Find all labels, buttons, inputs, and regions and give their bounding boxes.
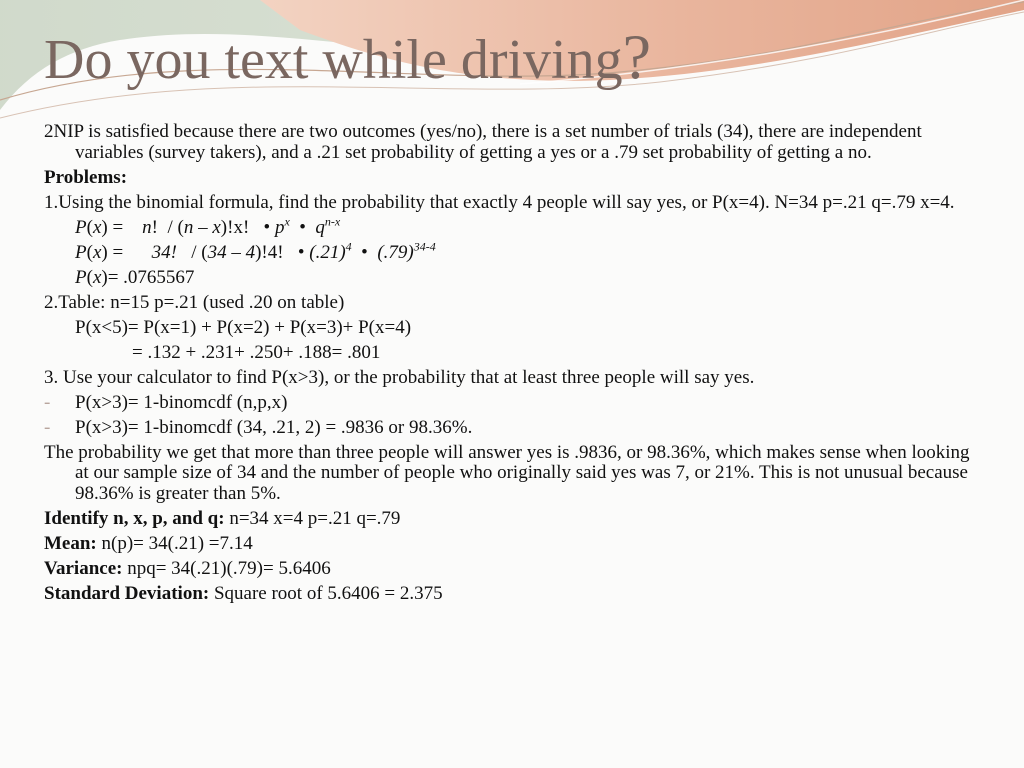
problem-2-line-2: = .132 + .231+ .250+ .188= .801	[132, 341, 381, 363]
sd-label: Standard Deviation:	[44, 582, 210, 604]
problem-3-item-2: - P(x>3)= 1-binomcdf (34, .21, 2) = .9836 or 98.36%.	[44, 418, 979, 439]
problem-3-text: 3. Use your calculator to find P(x>3), or the probability that at least three people will say yes.	[44, 366, 755, 388]
problem-2-line-1: P(x<5)= P(x=1) + P(x=2) + P(x=3)+ P(x=4)	[75, 316, 412, 338]
mean-value: n(p)= 34(.21) =7.14	[96, 532, 253, 554]
slide-body	[44, 122, 979, 609]
formula-substituted: P(x) = 34! / (34 – 4)!4! • $(.21)^4$ • $(.79)^{34-4}$	[75, 239, 436, 263]
identify-value: n=34 x=4 p=.21 q=.79	[224, 507, 401, 529]
variance-line	[44, 559, 979, 580]
problems-heading: Problems:	[44, 166, 128, 188]
binomial-conditions-paragraph: 2NIP is satisfied because there are two outcomes (yes/no), there is a set number of trials (34), there are independent variables (survey takers), and a .21 set probability of getting a yes or a .79 set probability of getting a no.	[44, 121, 922, 163]
formula-result: P(x)= .0765567	[75, 266, 195, 288]
title-question-mark: ?	[622, 21, 651, 92]
problem-3-item-1: - P(x>3)= 1-binomcdf (n,p,x)	[44, 393, 979, 414]
sd-value: Square root of 5.6406 = 2.375	[209, 582, 443, 604]
sd-line	[44, 584, 979, 605]
slide-title	[44, 20, 651, 94]
mean-label: Mean:	[44, 532, 97, 554]
variance-value: npq= 34(.21)(.79)= 5.6406	[122, 557, 331, 579]
variance-label: Variance:	[44, 557, 123, 579]
title-text: Do you text while driving	[44, 29, 623, 91]
formula-general: P(x) = n! / (n – x)!x! • $p^x$ • $q^{n-x}$	[75, 214, 341, 238]
problem-2-text: 2.Table: n=15 p=.21 (used .20 on table)	[44, 291, 345, 313]
problem-1-text: 1.Using the binomial formula, find the probability that exactly 4 people will say yes, or P(x=4). N=34 p=.21 q=.79 x=4.	[44, 191, 955, 213]
identify-line	[44, 509, 979, 530]
mean-line	[44, 534, 979, 555]
conclusion-paragraph: The probability we get that more than three people will answer yes is .9836, or 98.36%, which makes sense when looking at our sample size of 34 and the number of people who originally said yes was 7, or 21%. This is not unusual because 98.36% is greater than 5%.	[44, 441, 970, 504]
identify-label: Identify n, x, p, and q:	[44, 507, 225, 529]
